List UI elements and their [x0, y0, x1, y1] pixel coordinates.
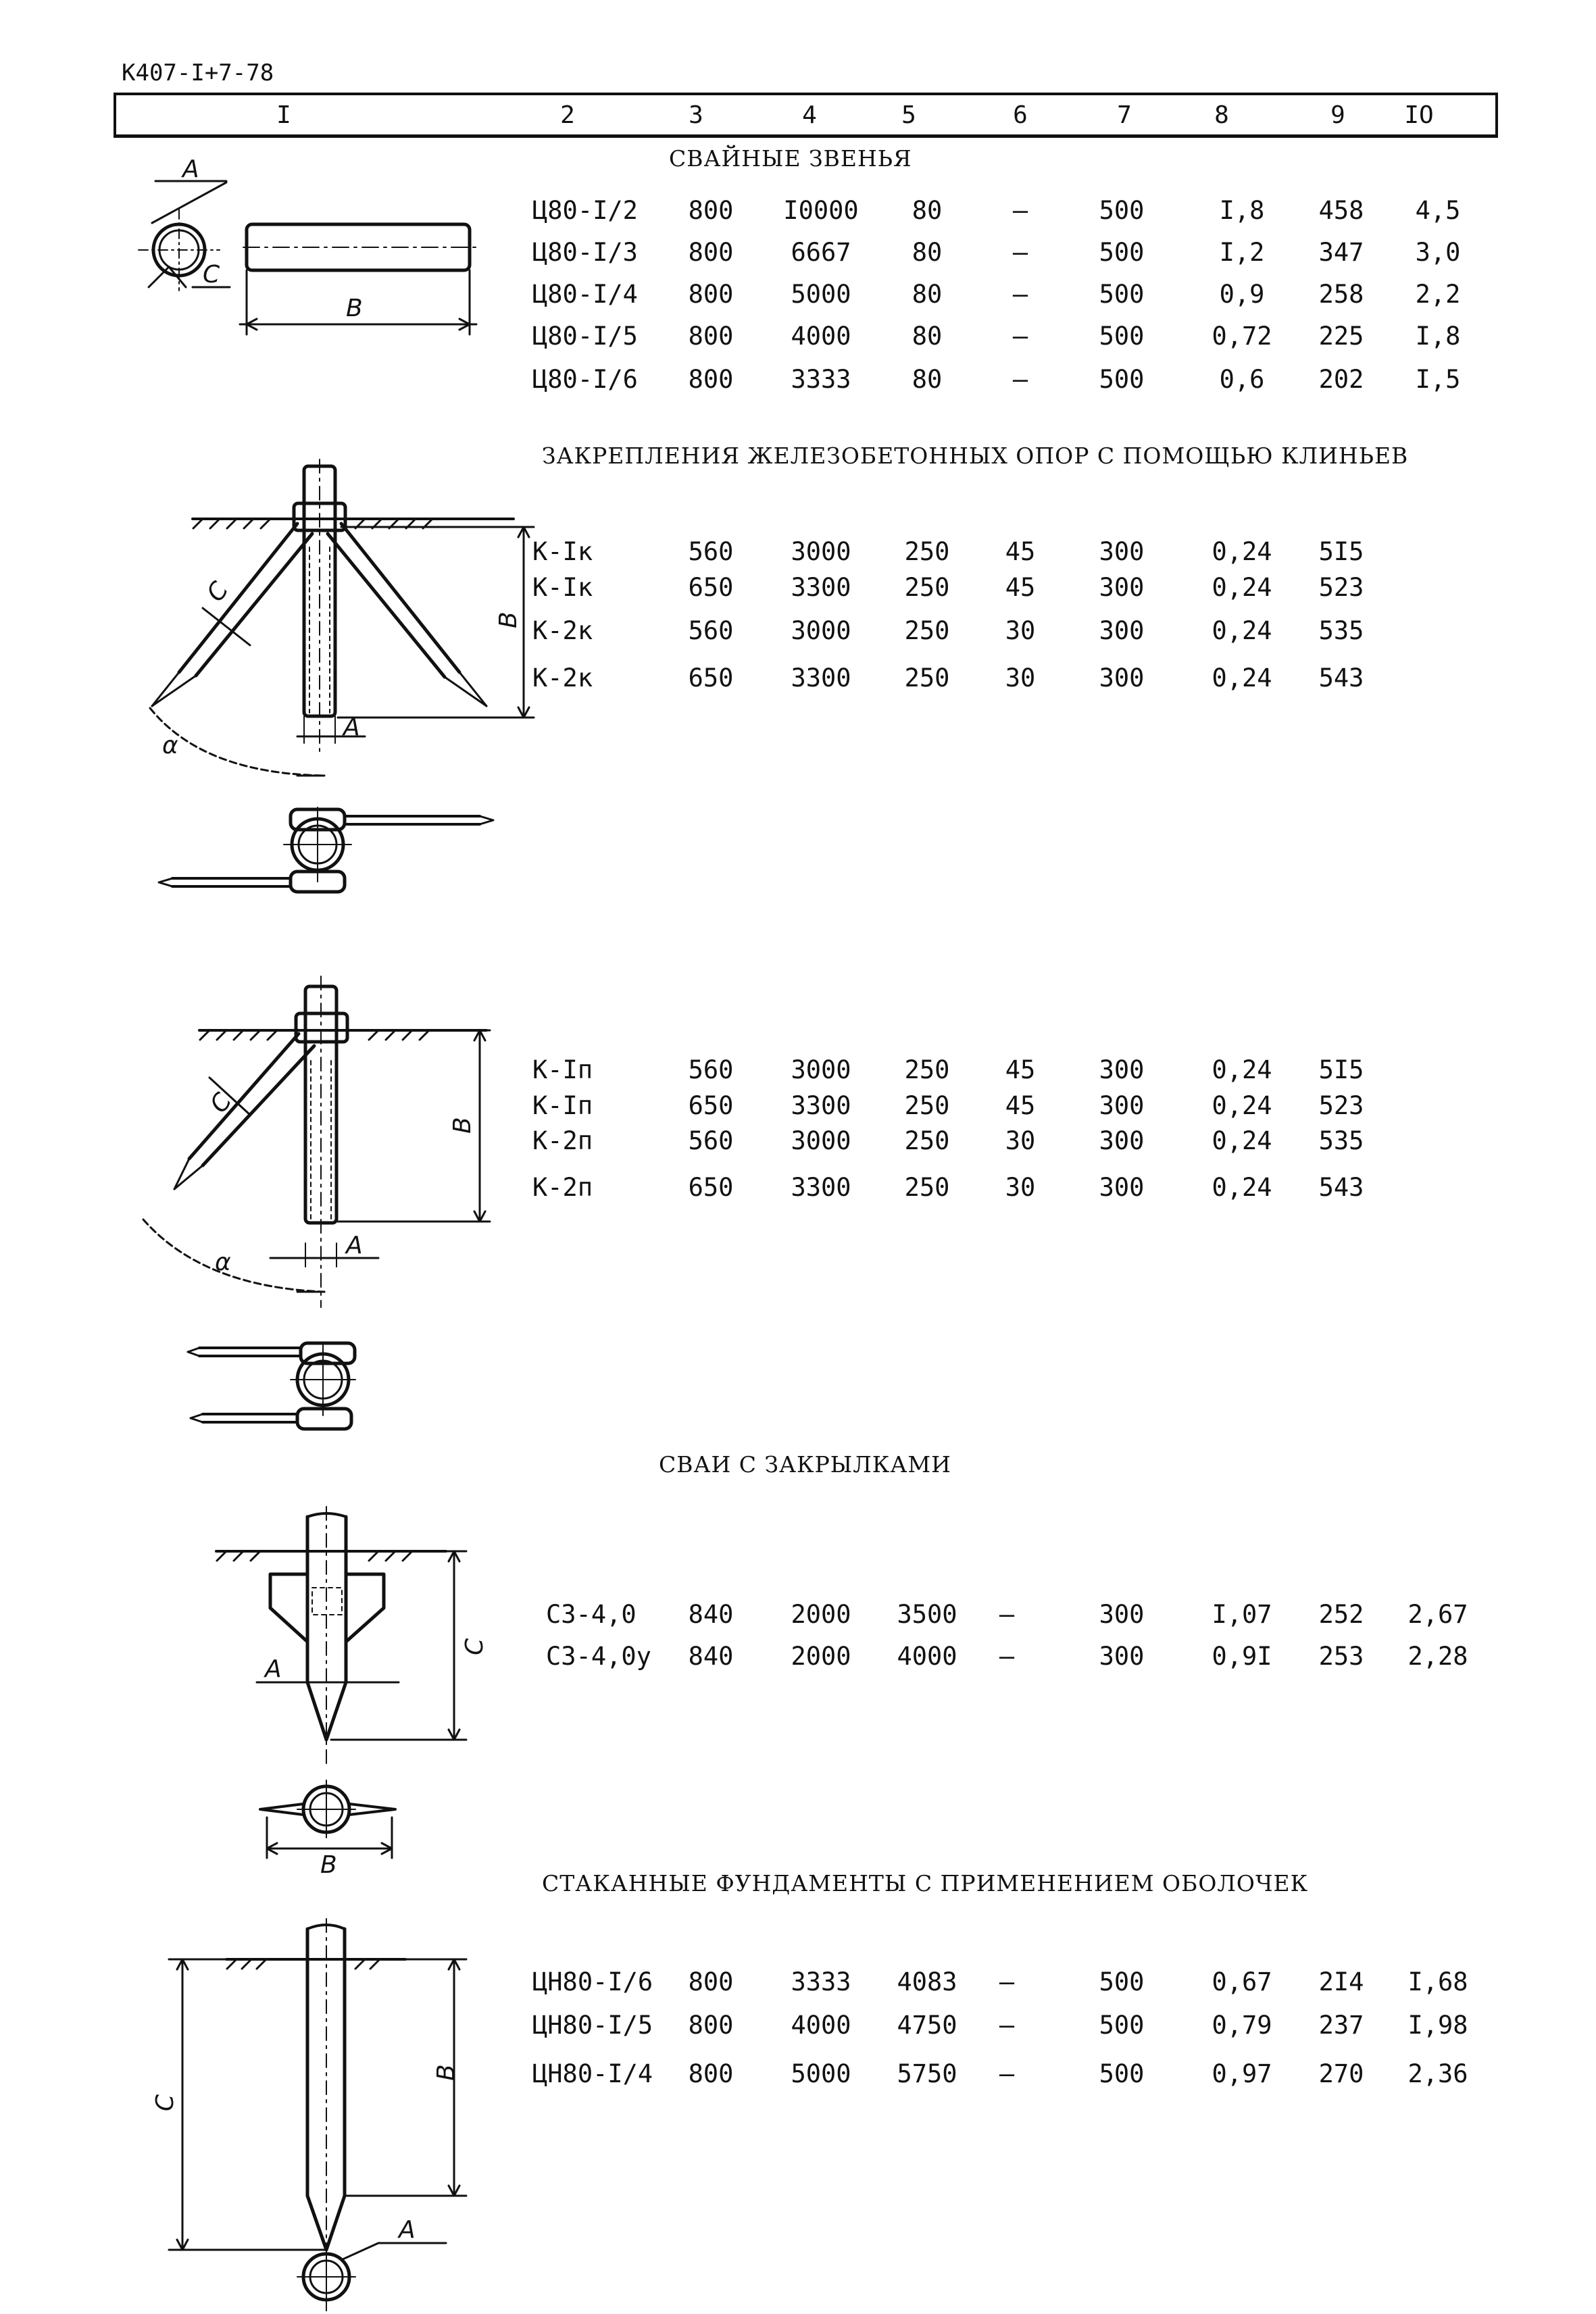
cell-col-6: 45 [1005, 1055, 1036, 1084]
wedge-k-plan-drawing [159, 807, 493, 892]
cell-col-8: 0,24 [1212, 1126, 1272, 1155]
cell-col-6: 30 [1005, 1126, 1036, 1155]
cell-mark: Ц80-І/4 [532, 280, 638, 309]
cell-col-7: 300 [1099, 1642, 1145, 1671]
cell-col-7: 500 [1099, 2011, 1145, 2040]
cell-col-4: 6667 [791, 238, 851, 267]
cell-col-5: 4750 [897, 2011, 957, 2040]
dim-label-a: A [265, 1655, 282, 1683]
cell-col-6: – [999, 1967, 1015, 1996]
cell-col-3: 840 [688, 1600, 734, 1629]
cell-col-9: 202 [1318, 365, 1364, 394]
cell-col-10: I,68 [1407, 1967, 1468, 1996]
cell-col-5: 4000 [897, 1642, 957, 1671]
cell-mark: Ц80-І/3 [532, 238, 638, 267]
cell-col-4: 5000 [791, 280, 851, 309]
cell-col-9: 458 [1318, 196, 1364, 225]
cell-mark: Ц80-І/5 [532, 322, 638, 351]
cell-col-8: I,8 [1219, 196, 1265, 225]
cell-col-8: 0,9I [1212, 1642, 1272, 1671]
cell-col-10: 2,36 [1407, 2059, 1468, 2088]
cell-col-9: 270 [1318, 2059, 1364, 2088]
dim-label-a: A [182, 155, 199, 183]
cell-col-6: – [999, 2011, 1015, 2040]
cell-col-7: 300 [1099, 573, 1145, 602]
pile-link-drawing [139, 181, 476, 334]
cell-col-5: 80 [912, 322, 943, 351]
cell-col-6: 30 [1005, 663, 1036, 693]
cell-col-9: 535 [1318, 1126, 1364, 1155]
cell-mark: К-2п [532, 1173, 593, 1202]
cell-col-8: 0,24 [1212, 1173, 1272, 1202]
cell-col-6: 30 [1005, 1173, 1036, 1202]
cell-col-5: 80 [912, 196, 943, 225]
cell-col-9: 347 [1318, 238, 1364, 267]
cell-col-5: 250 [904, 1091, 950, 1120]
cell-col-8: 0,24 [1212, 1055, 1272, 1084]
cell-col-10: 4,5 [1415, 196, 1461, 225]
cell-col-3: 840 [688, 1642, 734, 1671]
cell-col-4: 3300 [791, 1091, 851, 1120]
cell-col-9: 523 [1318, 1091, 1364, 1120]
dim-label-c: C [205, 1088, 238, 1118]
cell-col-7: 300 [1099, 537, 1145, 566]
header-col-8: 8 [1214, 101, 1229, 129]
cell-col-3: 800 [688, 365, 734, 394]
cell-mark: СЗ-4,0 [546, 1600, 637, 1629]
cell-mark: К-Iк [532, 573, 593, 602]
cell-col-3: 650 [688, 1173, 734, 1202]
dim-label-a: A [399, 2216, 416, 2244]
cell-col-5: 250 [904, 1173, 950, 1202]
cell-mark: К-2к [532, 616, 593, 645]
cell-col-9: 2I4 [1318, 1967, 1364, 1996]
dim-label-b: B [449, 1117, 476, 1134]
cell-mark: К-Iп [532, 1055, 593, 1084]
cell-col-4: 3000 [791, 616, 851, 645]
cell-col-10: I,98 [1407, 2011, 1468, 2040]
cell-col-5: 5750 [897, 2059, 957, 2088]
cell-col-5: 250 [904, 537, 950, 566]
cell-col-6: – [1012, 365, 1028, 394]
cell-col-5: 80 [912, 365, 943, 394]
cell-col-8: 0,9 [1219, 280, 1265, 309]
header-col-7: 7 [1117, 101, 1132, 129]
cell-col-4: 3333 [791, 365, 851, 394]
dim-label-alpha: α [162, 732, 178, 759]
wedge-k-drawing [150, 459, 534, 776]
cell-col-5: 250 [904, 663, 950, 693]
cell-col-9: 5I5 [1318, 537, 1364, 566]
cell-col-5: 80 [912, 238, 943, 267]
cell-col-4: 3000 [791, 1126, 851, 1155]
cell-mark: К-2п [532, 1126, 593, 1155]
cell-col-9: 237 [1318, 2011, 1364, 2040]
cell-col-7: 500 [1099, 238, 1145, 267]
cell-col-8: 0,97 [1212, 2059, 1272, 2088]
cell-col-9: 523 [1318, 573, 1364, 602]
cell-col-3: 800 [688, 322, 734, 351]
header-col-5: 5 [901, 101, 916, 129]
cell-col-9: 535 [1318, 616, 1364, 645]
cell-col-7: 500 [1099, 1967, 1145, 1996]
cell-col-10: 2,2 [1415, 280, 1461, 309]
cell-col-3: 650 [688, 1091, 734, 1120]
cell-col-8: 0,79 [1212, 2011, 1272, 2040]
cell-col-7: 300 [1099, 1126, 1145, 1155]
cell-col-5: 80 [912, 280, 943, 309]
cell-col-7: 300 [1099, 1091, 1145, 1120]
section-title-cup-foundations: СТАКАННЫЕ ФУНДАМЕНТЫ С ПРИМЕНЕНИЕМ ОБОЛОЧЕК [542, 1870, 1309, 1896]
cell-col-8: 0,24 [1212, 537, 1272, 566]
cell-col-3: 800 [688, 2059, 734, 2088]
cell-col-7: 500 [1099, 365, 1145, 394]
dim-label-b: B [495, 611, 522, 628]
cell-col-6: 45 [1005, 573, 1036, 602]
cell-col-7: 300 [1099, 1055, 1145, 1084]
cell-col-7: 500 [1099, 322, 1145, 351]
cell-mark: К-Iк [532, 537, 593, 566]
section-title-winged-piles: СВАИ С ЗАКРЫЛКАМИ [659, 1451, 951, 1478]
cell-col-6: – [999, 1642, 1015, 1671]
cell-col-6: – [1012, 280, 1028, 309]
cell-col-10: 2,67 [1407, 1600, 1468, 1629]
cell-col-7: 300 [1099, 1600, 1145, 1629]
cell-mark: Ц80-І/6 [532, 365, 638, 394]
cell-col-9: 252 [1318, 1600, 1364, 1629]
cell-col-8: 0,24 [1212, 663, 1272, 693]
cell-col-4: 4000 [791, 322, 851, 351]
cell-col-4: 3333 [791, 1967, 851, 1996]
cell-col-4: 3300 [791, 1173, 851, 1202]
cell-mark: ЦН80-І/6 [532, 1967, 653, 1996]
header-col-9: 9 [1330, 101, 1345, 129]
cell-col-4: 3300 [791, 573, 851, 602]
cell-col-5: 250 [904, 616, 950, 645]
cell-col-4: 3000 [791, 1055, 851, 1084]
cell-col-10: I,8 [1415, 322, 1461, 351]
cell-col-3: 800 [688, 1967, 734, 1996]
cell-col-4: 3000 [791, 537, 851, 566]
cell-col-9: 253 [1318, 1642, 1364, 1671]
cell-col-4: 4000 [791, 2011, 851, 2040]
cell-col-4: 2000 [791, 1600, 851, 1629]
cell-col-3: 560 [688, 537, 734, 566]
cell-col-8: 0,72 [1212, 322, 1272, 351]
dim-label-c: C [151, 2094, 179, 2111]
header-col-2: 2 [560, 101, 575, 129]
cell-col-7: 300 [1099, 663, 1145, 693]
header-col-6: 6 [1013, 101, 1028, 129]
cell-col-8: 0,24 [1212, 1091, 1272, 1120]
dim-label-b: B [346, 295, 363, 322]
cell-col-3: 560 [688, 1126, 734, 1155]
cell-col-3: 800 [688, 280, 734, 309]
cell-col-5: 250 [904, 1055, 950, 1084]
dim-label-a: A [346, 1232, 363, 1259]
cell-mark: К-Iп [532, 1091, 593, 1120]
cell-col-8: I,2 [1219, 238, 1265, 267]
cell-col-3: 560 [688, 616, 734, 645]
document-code: К407-І+7-78 [122, 59, 274, 86]
section-title-wedge-fastening: ЗАКРЕПЛЕНИЯ ЖЕЛЕЗОБЕТОННЫХ ОПОР С ПОМОЩЬЮ КЛИНЬЕВ [542, 443, 1409, 469]
dim-label-a: A [343, 713, 360, 741]
cell-col-9: 5I5 [1318, 1055, 1364, 1084]
cell-col-8: 0,24 [1212, 573, 1272, 602]
cell-col-6: – [1012, 196, 1028, 225]
cell-col-6: 45 [1005, 537, 1036, 566]
cell-col-7: 300 [1099, 616, 1145, 645]
cell-col-7: 500 [1099, 2059, 1145, 2088]
cell-col-7: 300 [1099, 1173, 1145, 1202]
cell-col-9: 258 [1318, 280, 1364, 309]
dim-label-b: B [320, 1851, 337, 1879]
cell-col-9: 543 [1318, 1173, 1364, 1202]
cell-col-5: 4083 [897, 1967, 957, 1996]
winged-pile-drawing [216, 1507, 466, 1858]
dim-label-c: C [461, 1638, 489, 1655]
cell-col-3: 800 [688, 2011, 734, 2040]
dim-label-c: C [203, 261, 220, 288]
dim-label-alpha: α [215, 1249, 231, 1276]
cell-col-3: 560 [688, 1055, 734, 1084]
wedge-p-plan-drawing [188, 1343, 355, 1429]
header-col-3: 3 [689, 101, 703, 129]
cell-col-4: 5000 [791, 2059, 851, 2088]
cell-col-9: 543 [1318, 663, 1364, 693]
cell-mark: К-2к [532, 663, 593, 693]
cell-col-3: 800 [688, 196, 734, 225]
cell-col-3: 650 [688, 573, 734, 602]
cell-col-5: 250 [904, 1126, 950, 1155]
cell-col-8: 0,67 [1212, 1967, 1272, 1996]
cell-col-3: 650 [688, 663, 734, 693]
cell-col-6: – [1012, 238, 1028, 267]
cup-foundation-drawing [169, 1919, 466, 2311]
header-col-10: IO [1404, 101, 1434, 129]
cell-col-6: – [999, 1600, 1015, 1629]
cell-mark: ЦН80-І/4 [532, 2059, 653, 2088]
cell-col-4: 3300 [791, 663, 851, 693]
cell-col-3: 800 [688, 238, 734, 267]
header-col-1: I [276, 101, 291, 129]
cell-col-10: I,5 [1415, 365, 1461, 394]
cell-mark: СЗ-4,0у [546, 1642, 651, 1671]
dim-label-c: C [201, 577, 234, 607]
cell-col-6: – [999, 2059, 1015, 2088]
cell-col-4: 2000 [791, 1642, 851, 1671]
cell-col-5: 250 [904, 573, 950, 602]
dim-label-b: B [432, 2064, 460, 2081]
cell-col-8: 0,6 [1219, 365, 1265, 394]
wedge-p-drawing [143, 976, 490, 1307]
cell-col-8: 0,24 [1212, 616, 1272, 645]
cell-col-4: I0000 [783, 196, 859, 225]
cell-col-7: 500 [1099, 280, 1145, 309]
cell-mark: Ц80-І/2 [532, 196, 638, 225]
header-col-4: 4 [802, 101, 817, 129]
cell-col-6: 30 [1005, 616, 1036, 645]
section-title-pile-links: СВАЙНЫЕ ЗВЕНЬЯ [669, 145, 912, 172]
cell-col-5: 3500 [897, 1600, 957, 1629]
cell-col-6: 45 [1005, 1091, 1036, 1120]
cell-col-9: 225 [1318, 322, 1364, 351]
cell-col-6: – [1012, 322, 1028, 351]
cell-col-7: 500 [1099, 196, 1145, 225]
cell-col-10: 2,28 [1407, 1642, 1468, 1671]
cell-mark: ЦН80-І/5 [532, 2011, 653, 2040]
cell-col-10: 3,0 [1415, 238, 1461, 267]
cell-col-8: I,07 [1212, 1600, 1272, 1629]
